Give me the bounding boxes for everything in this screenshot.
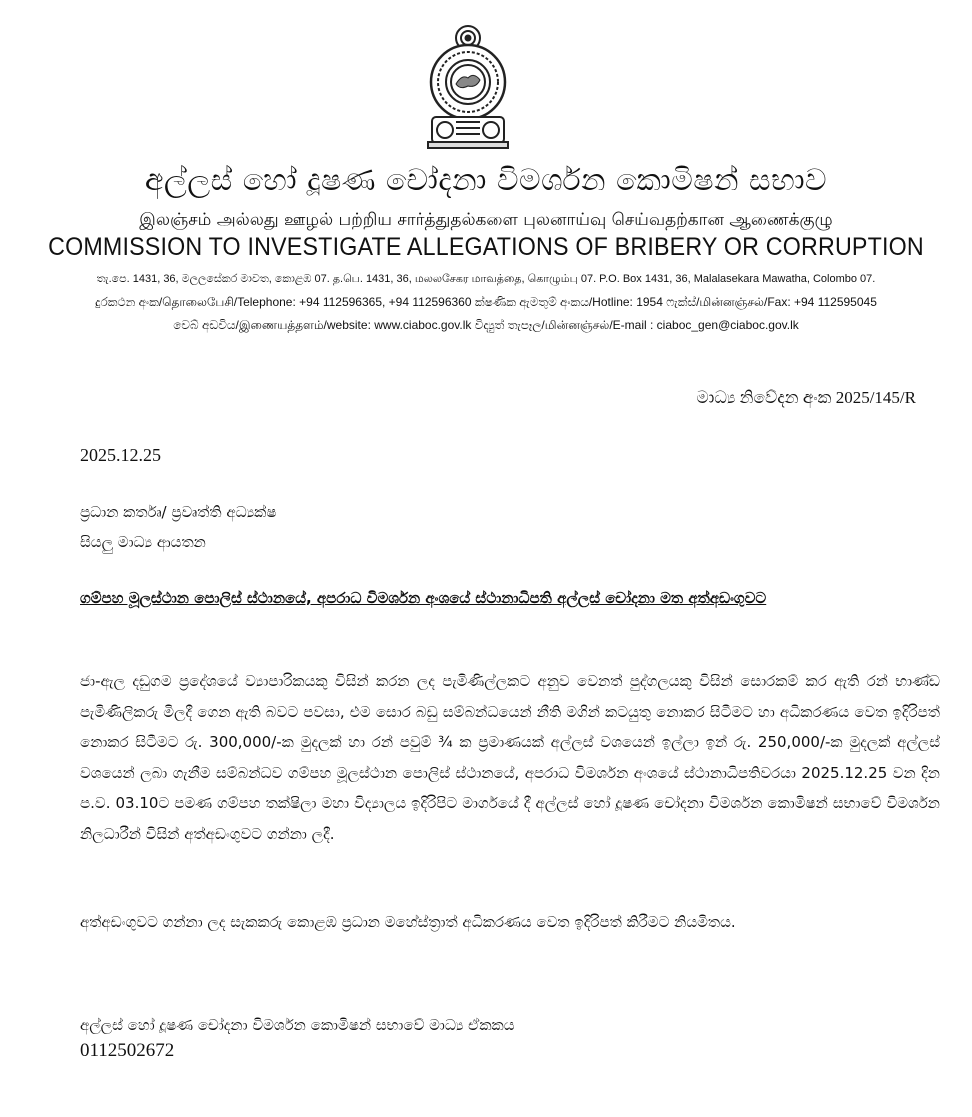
organization-name-sinhala: අල්ලස් හෝ දූෂණ චෝදනා විමර්ශන කොමිෂන් සභාව	[144, 163, 828, 198]
organization-name-english: COMMISSION TO INVESTIGATE ALLEGATIONS OF BRIBERY OR CORRUPTION	[48, 233, 924, 261]
address-line: තැ.පෙ. 1431, 36, මලලසේකර මාවත, කොළඹ 07. த.பெ. 1431, 36, மலலசேகர மாவத்தை, கொழும்பு 07. P.O. Box 1431, 36, Malalasekara Mawatha, Colombo 07.	[96, 273, 876, 285]
signature-unit: අල්ලස් හෝ දූෂණ චෝදනා විමර්ශන කොමිෂන් සභාවේ මාධ්‍ය ඒකකය	[80, 1016, 515, 1034]
headline: ගම්පහ මූලස්ථාන පොලිස් ස්ථානයේ, අපරාධ විමර්ශන අංශයේ ස්ථානාධිපති අල්ලස් චෝදනා මත අත්අඩංගුවට	[80, 589, 767, 607]
signature-phone: 0112502672	[80, 1040, 175, 1061]
body-paragraph: ජා-ඇල දඩුගම ප්‍රදේශයේ ව්‍යාපාරිකයකු විසින් කරන ලද පැමිණිල්ලකට අනුව වෙනත් පුද්ගලයකු විසින් සොරකම් කර ඇති රන් භාණ්ඩ පැමිණිලිකරු මිලදී ගෙන ඇති බවට පවසා, එම සොර බඩු සම්බන්ධයෙන් නීති මගින් කටයුතු නොකර සිටීමට හා අධිකරණය වෙත ඉදිරිපත් නොකර සිටීමට රු. 300,000/-ක මුදලක් හා රන් පවුම් ¾ ක ප්‍රමාණයක් අල්ලස් වශයෙන් ඉල්ලා ඉන් රු. 250,000/-ක මුදලක් අල්ලස් වශයෙන් ලබා ගැනීම සම්බන්ධව ගම්පහ මූලස්ථාන පොලිස් ස්ථානයේ, අපරාධ විමර්ශන අංශයේ ස්ථානාධිපතිවරයා 2025.12.25 වන දින ප.ව. 03.10ට පමණ ගම්පහ තක්ෂිලා මහා විද්‍යාලය ඉදිරිපිට මාර්ගයේ දී අල්ලස් හෝ දූෂණ චෝදනා විමර්ශන කොමිෂන් සභාවේ විමර්ශන නිලධාරීන් විසින් අත්අඩංගුවට ගන්නා ලදී.	[80, 672, 940, 843]
media-release-number: මාධ්‍ය නිවේදන අංක 2025/145/R	[696, 388, 916, 407]
web-email-line: වෙබ් අඩවිය/இணையத்தளம்/website: www.ciaboc.gov.lk විද්‍යුත් තැපෑල/மின்னஞ்சல்/E-mail : ciaboc_gen@ciaboc.gov.lk	[173, 318, 799, 332]
phone-line: දුරකථන අංක/தொலைபேசி/Telephone: +94 112596365, +94 112596360 ක්ෂණික ඇමතුම් අංකය/Hotline: 1954 ෆැක්ස්/மின்னஞ்சல்/Fax: +94 112595045	[95, 295, 877, 309]
state-emblem-icon	[418, 22, 518, 150]
recipient-line: සියලු මාධ්‍ය ආයතන	[80, 533, 206, 551]
organization-name-tamil: இலஞ்சம் அல்லது ஊழல் பற்றிய சார்த்துதல்களை புலனாய்வு செய்வதற்கான ஆணைக்குழு	[139, 210, 833, 230]
recipient-line: ප්‍රධාන කර්තෘ/ ප්‍රවෘත්ති අධ්‍යක්ෂ	[80, 503, 277, 521]
body-paragraph: අත්අඩංගුවට ගන්නා ලද සැකකරු කොළඹ ප්‍රධාන මහේස්ත්‍රාත් අධිකරණය වෙත ඉදිරිපත් කිරීමට නියමිතය.	[80, 913, 736, 931]
release-date: 2025.12.25	[80, 445, 161, 465]
